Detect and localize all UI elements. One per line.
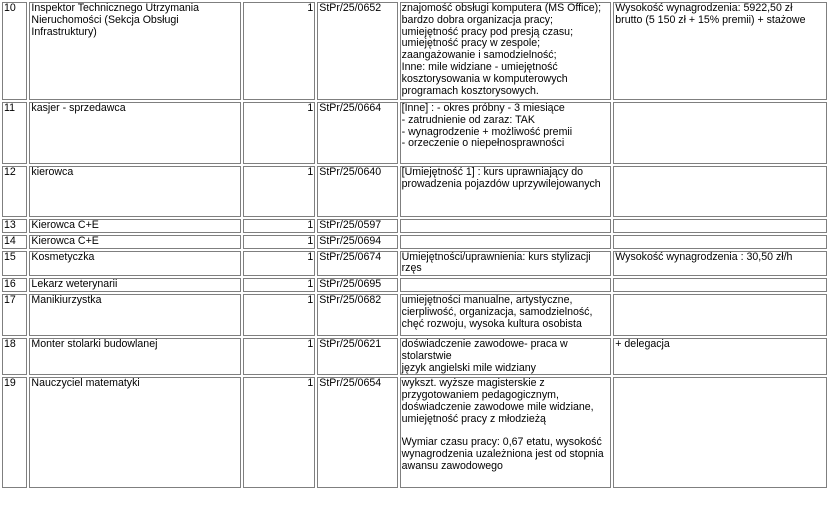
offer-code-cell: StPr/25/0682 — [317, 294, 397, 336]
requirements-cell — [400, 2, 612, 100]
offer-code-cell: StPr/25/0694 — [317, 235, 397, 249]
notes-cell — [613, 251, 827, 277]
table-row — [2, 278, 827, 292]
requirement-line: umiejętność pracy w zespole; — [401, 37, 541, 50]
notes-cell — [613, 294, 827, 336]
table-row — [2, 377, 827, 488]
requirements-cell — [400, 235, 612, 249]
table-row — [2, 251, 827, 277]
notes-cell — [613, 278, 827, 292]
requirement-line: doświadczenie zawodowe- praca w — [401, 337, 568, 350]
row-number-cell: 10 — [2, 2, 27, 100]
note-line: Wysokość wynagrodzenia: 5922,50 zł — [615, 2, 793, 14]
notes-cell — [613, 338, 827, 375]
table-row — [2, 338, 827, 375]
requirement-line: chęć rozwoju, wysoka kultura osobista — [401, 317, 582, 330]
offer-code-cell: StPr/25/0695 — [317, 278, 397, 292]
requirements-cell — [400, 251, 612, 277]
note-line: brutto (5 150 zł + 15% premii) + stażowe — [615, 13, 806, 26]
notes-cell — [613, 377, 827, 488]
notes-cell — [613, 219, 827, 233]
row-number-cell: 19 — [2, 377, 27, 488]
table-row — [2, 294, 827, 336]
position-name-cell: Kosmetyczka — [29, 251, 241, 277]
notes-cell — [613, 235, 827, 249]
requirement-line: wynagrodzenia uzależniona jest od stopnia — [401, 448, 604, 461]
notes-cell — [613, 166, 827, 217]
offer-code-cell: StPr/25/0652 — [317, 2, 397, 100]
row-number-cell: 18 — [2, 338, 27, 375]
row-number-cell: 14 — [2, 235, 27, 249]
requirement-line: stolarstwie — [401, 349, 452, 362]
vacancy-count-cell: 1 — [243, 278, 315, 292]
requirement-line: kosztorysowania w komputerowych — [401, 72, 568, 85]
vacancy-count-cell: 1 — [243, 235, 315, 249]
requirement-line: cierpliwość, organizacja, samodzielność, — [401, 305, 593, 318]
requirement-line: bardzo dobra organizacja pracy; — [401, 13, 553, 26]
vacancy-count-cell: 1 — [243, 338, 315, 375]
requirement-line: Wymiar czasu pracy: 0,67 etatu, wysokość — [401, 436, 602, 449]
table-row — [2, 235, 827, 249]
notes-cell — [613, 102, 827, 164]
requirement-line: wykszt. wyższe magisterskie z — [401, 377, 545, 390]
requirement-line: umiejętność pracy z młodzieżą — [401, 412, 546, 425]
offer-code-cell: StPr/25/0664 — [317, 102, 397, 164]
table-row — [2, 102, 827, 164]
note-line: + delegacja — [615, 337, 670, 350]
vacancy-count-cell: 1 — [243, 294, 315, 336]
table-row — [2, 2, 827, 100]
requirement-line: awansu zawodowego — [401, 459, 503, 472]
vacancy-count-cell: 1 — [243, 102, 315, 164]
requirement-line: doświadczenie zawodowe mile widziane, — [401, 400, 594, 413]
requirement-line: prowadzenia pojazdów uprzywilejowanych — [401, 177, 601, 190]
requirement-line: - orzeczenie o niepełnosprawności — [401, 137, 565, 150]
table-row — [2, 166, 827, 217]
requirement-line: znajomość obsługi komputera (MS Office); — [401, 2, 602, 14]
row-number-cell: 17 — [2, 294, 27, 336]
offer-code-cell: StPr/25/0654 — [317, 377, 397, 488]
requirement-line: zaangażowanie i samodzielność; — [401, 49, 557, 62]
vacancy-count-cell: 1 — [243, 166, 315, 217]
requirement-line: - zatrudnienie od zaraz: TAK — [401, 113, 535, 126]
requirements-cell — [400, 278, 612, 292]
row-number-cell: 11 — [2, 102, 27, 164]
vacancy-count-cell: 1 — [243, 2, 315, 100]
position-name-cell: Kierowca C+E — [29, 219, 241, 233]
offer-code-cell: StPr/25/0674 — [317, 251, 397, 277]
position-name-cell: Inspektor Technicznego Utrzymania Nieruchomości (Sekcja Obsługi Infrastruktury) — [29, 2, 241, 100]
job-offers-rows — [2, 2, 827, 488]
row-number-cell: 12 — [2, 166, 27, 217]
note-line: Wysokość wynagrodzenia : 30,50 zł/h — [615, 250, 793, 263]
position-name-cell: kasjer - sprzedawca — [29, 102, 241, 164]
vacancy-count-cell: 1 — [243, 377, 315, 488]
requirement-line: Umiejętności/uprawnienia: kurs stylizacji — [401, 250, 591, 263]
row-number-cell: 13 — [2, 219, 27, 233]
position-name-cell: Nauczyciel matematyki — [29, 377, 241, 488]
row-number-cell: 15 — [2, 251, 27, 277]
offer-code-cell: StPr/25/0640 — [317, 166, 397, 217]
position-name-cell: Manikiurzystka — [29, 294, 241, 336]
requirement-line: [Umiejętność 1] : kurs uprawniający do — [401, 166, 584, 178]
requirement-line: przygotowaniem pedagogicznym, — [401, 389, 559, 402]
position-name-cell: Monter stolarki budowlanej — [29, 338, 241, 375]
requirement-line: umiejętność pracy pod presją czasu; — [401, 25, 574, 38]
row-number-cell: 16 — [2, 278, 27, 292]
offer-code-cell: StPr/25/0621 — [317, 338, 397, 375]
vacancy-count-cell: 1 — [243, 251, 315, 277]
requirement-line: [Inne] : - okres próbny - 3 miesiące — [401, 102, 565, 114]
requirement-line: - wynagrodzenie + możliwość premii — [401, 125, 573, 138]
requirements-cell — [400, 377, 612, 488]
vacancy-count-cell: 1 — [243, 219, 315, 233]
requirement-line: umiejętności manualne, artystyczne, — [401, 293, 573, 306]
requirements-cell — [400, 338, 612, 375]
position-name-cell: kierowca — [29, 166, 241, 217]
table-row — [2, 219, 827, 233]
requirement-line: rzęs — [401, 262, 422, 275]
position-name-cell: Kierowca C+E — [29, 235, 241, 249]
position-name-cell: Lekarz weterynarii — [29, 278, 241, 292]
requirements-cell — [400, 219, 612, 233]
notes-cell — [613, 2, 827, 100]
requirement-line: programach kosztorysowych. — [401, 84, 539, 97]
offer-code-cell: StPr/25/0597 — [317, 219, 397, 233]
requirements-cell — [400, 166, 612, 217]
requirements-cell — [400, 102, 612, 164]
requirements-cell — [400, 294, 612, 336]
requirement-line: język angielski mile widziany — [401, 361, 536, 374]
requirement-line: Inne: mile widziane - umiejętność — [401, 60, 558, 73]
